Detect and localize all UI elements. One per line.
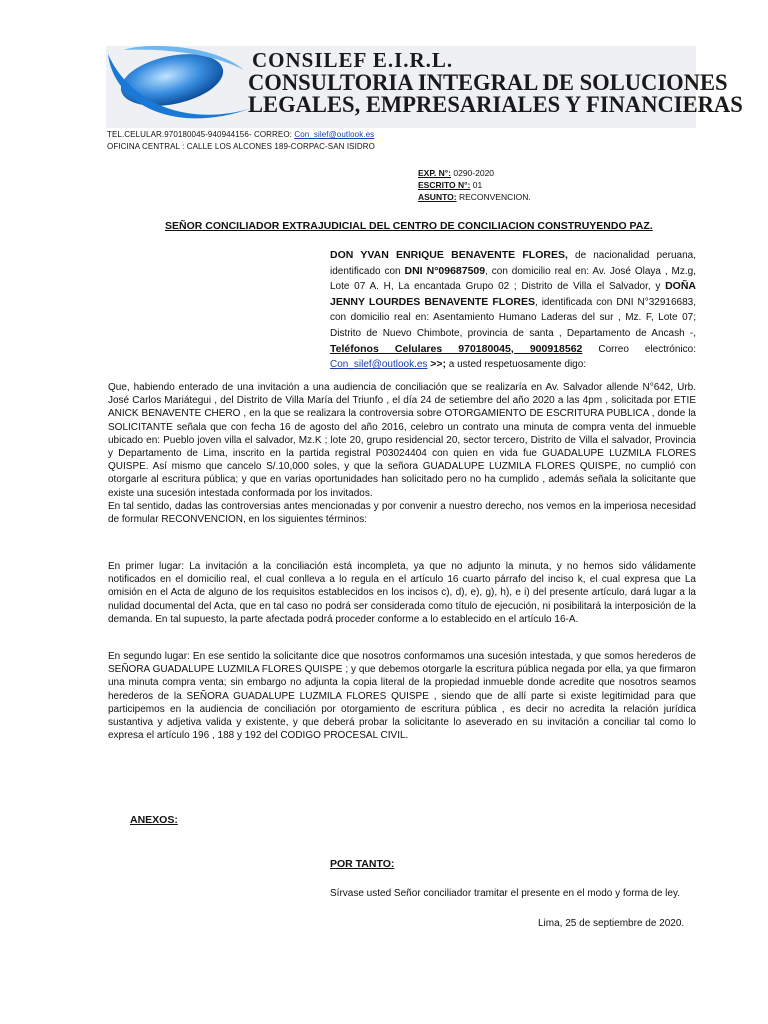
petitioner-name-1: DON YVAN ENRIQUE BENAVENTE FLORES, xyxy=(330,249,568,261)
petitioner-phones: Teléfonos Celulares 970180045, 900918562 xyxy=(330,342,583,355)
petitioner-text: de nacionalidad peruana, identificado con xyxy=(330,250,697,277)
petitioner-paragraph xyxy=(330,248,696,373)
petitioner-text: , identificada con DNI N°32916683, con domicilio real en: Asentamiento Humano Laderas del sur , Mz. F, Lote 07; Distrito de Nuevo Chimbote, provincia de santa , Departamento de Ancash -, xyxy=(330,296,696,339)
petitioner-name-2: DOÑA JENNY LOURDES BENAVENTE FLORES xyxy=(330,280,696,308)
exp-value: 0290-2020 xyxy=(451,168,495,178)
reconvencion-paragraph: En tal sentido, dadas las controversias antes mencionadas y por convenir a nuestro derecho, nos vemos en la imperiosa necesidad de formular RECONVENCION, en los siguientes términos: xyxy=(108,500,696,526)
company-logo-icon xyxy=(104,44,254,130)
exp-number xyxy=(418,168,494,178)
escrito-value: 01 xyxy=(470,180,483,190)
contact-email-link[interactable]: Con_silef@outlook.es xyxy=(294,130,375,139)
petitioner-dni: DNI N°09687509 xyxy=(404,264,486,277)
escrito-number xyxy=(418,180,482,190)
second-point-paragraph: En segundo lugar: En ese sentido la solicitante dice que nosotros conformamos una sucesión intestada, y que somos herederos de SEÑORA GUADALUPE LUZMILA FLORES QUISPE ; y que debemos otorgarle la escritura pública negada por ella, ya que firmaron una minuta compra venta; sin embargo no adjunta la copia literal de la propiedad inmueble donde acredite que nosotros seamos herederos de la SEÑORA GUADALUPE LUZMILA FLORES QUISPE , siendo que de allí parte si existe legitimidad para que participemos en la audiencia de conciliación por otorgamiento de escritura pública , es decir no acredita la relación jurídica sustantiva y adjetiva valida y existente, y que deberá probar la solicitante lo aseverado en su invitación a conciliar tal como lo expresa el artículo 196 , 188 y 192 del CODIGO PROCESAL CIVIL. xyxy=(108,651,696,742)
facts-paragraph: Que, habiendo enterado de una invitación a una audiencia de conciliación que se realizaría en Av. Salvador allende N°642, Urb. José Carlos Mariátegui , del Distrito de Villa María del Triunfo , el día 24 de setiembre del año 2020 a las 4pm , solicitada por ETIE ANICK BENAVENTE CHERO , en la que se realizara la controversia sobre OTORGAMIENTO DE ESCRITURA PUBLICA , donde la SOLICITANTE señala que con fecha 16 de agosto del año 2016, celebro un contrato una minuta de compra venta del inmueble ubicado en: Pueblo joven villa el salvador, Mz.K ; lote 20, grupo residencial 20, sector tercero, Distrito de Villa el salvador, Provincia y Departamento de Lima, inscrito en la partida registral P03024404 con quien en vida fue GUADALUPE LUZMILA FLORES QUISPE. Así mismo que cancelo S/.10,000 soles, y que la señora GUADALUPE LUZMILA FLORES QUISPE, no cumplió con otorgarle al escritura pública; y que en varias oportunidades han solicitado pero no ha cumplido , además señala la solicitante que existe una sucesión intestada conformada por los invitados. xyxy=(108,382,696,499)
company-tagline-line2: LEGALES, EMPRESARIALES Y FINANCIERAS xyxy=(248,92,743,118)
company-name: CONSILEF E.I.R.L. xyxy=(252,48,454,72)
escrito-label: ESCRITO N°: xyxy=(418,180,471,190)
office-address: OFICINA CENTRAL : CALLE LOS ALCONES 189-CORPAC-SAN ISIDRO xyxy=(107,142,375,151)
asunto-value: RECONVENCION. xyxy=(456,192,531,202)
petition-request: Sírvase usted Señor conciliador tramitar el presente en el modo y forma de ley. xyxy=(330,888,680,899)
contact-line xyxy=(107,130,374,139)
contact-phones: TEL.CELULAR.970180045-940944156- CORREO: xyxy=(107,130,295,139)
body-paragraph-1 xyxy=(108,381,696,526)
company-tagline-line1: CONSULTORIA INTEGRAL DE SOLUCIONES xyxy=(248,70,728,96)
addressee-heading: SEÑOR CONCILIADOR EXTRAJUDICIAL DEL CENTRO DE CONCILIACION CONSTRUYENDO PAZ. xyxy=(165,220,653,232)
petitioner-text: a usted respetuosamente digo: xyxy=(445,359,587,371)
petitioner-arrows: >>; xyxy=(430,358,446,371)
asunto-label: ASUNTO: xyxy=(418,192,457,202)
petitioner-text: Correo electrónico: xyxy=(582,343,696,355)
anexos-heading: ANEXOS: xyxy=(130,814,178,826)
asunto xyxy=(418,192,531,202)
date-line: Lima, 25 de septiembre de 2020. xyxy=(538,918,685,929)
petitioner-text: , con domicilio real en: Av. José Olaya , Mz.g, Lote 07 A. H, La encantada Grupo 02 ; Distrito de Villa el Salvador, y xyxy=(330,265,696,293)
petitioner-email-link[interactable]: Con_silef@outlook.es xyxy=(330,359,428,371)
por-tanto-heading: POR TANTO: xyxy=(330,858,395,870)
exp-label: EXP. N°: xyxy=(418,168,452,178)
first-point-paragraph: En primer lugar: La invitación a la conciliación está incompleta, ya que no adjunto la minuta, y no hemos sido válidamente notificados en el domicilio real, el cual conlleva a lo regula en el artículo 16 cuarto párrafo del inciso k, el cual expresa que La omisión en el Acta de alguno de los requisitos establecidos en los incisos c), d), e), g), h), e i) del presente artículo, dará lugar a la nulidad documental del Acta, que en tal caso no podrá ser considerada como título de ejecución, ni posibilitará la interposición de la demanda. En tal supuesto, la parte afectada podrá proceder conforme a lo establecido en el artículo 16-A. xyxy=(108,561,696,625)
